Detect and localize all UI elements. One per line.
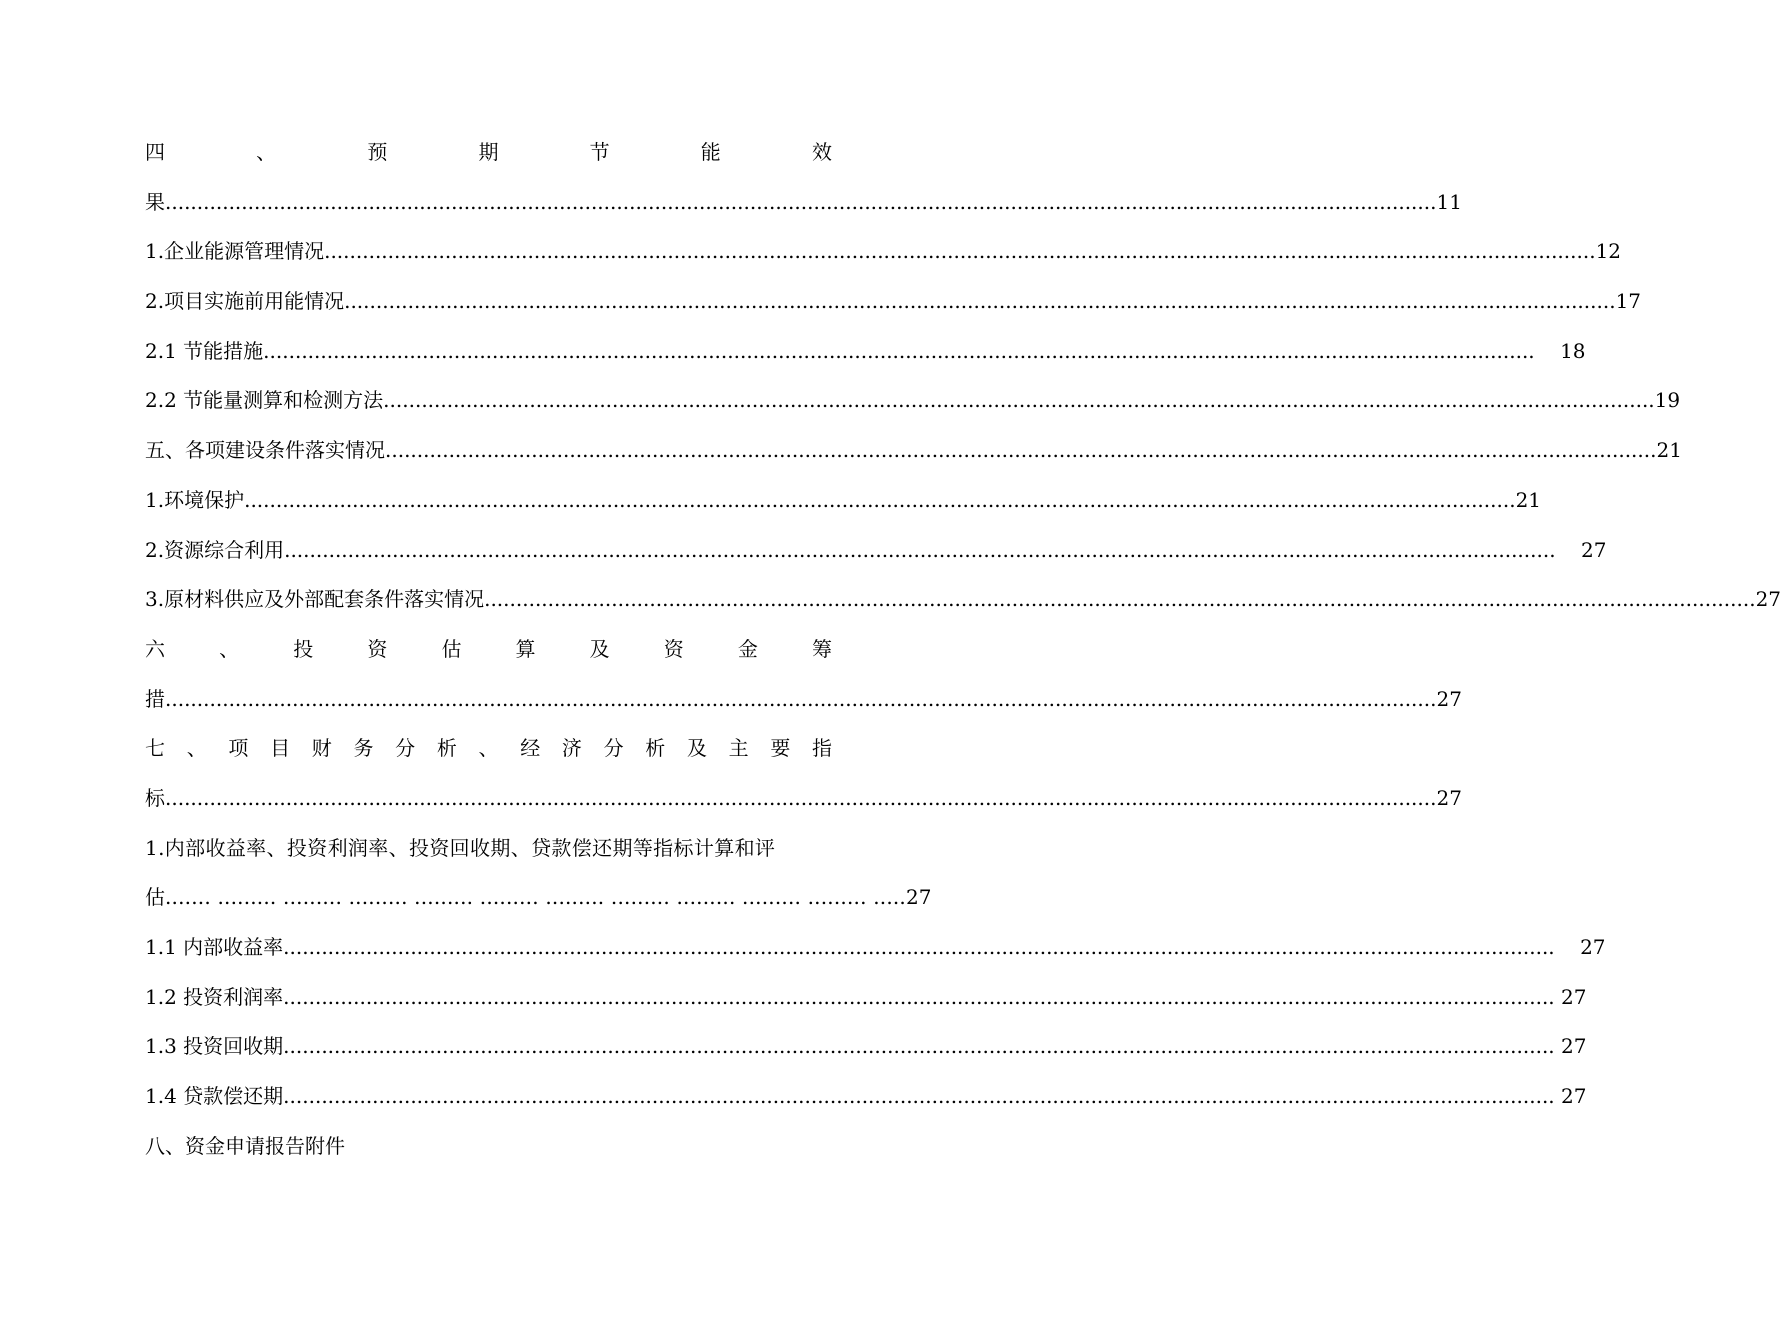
justified-char: 能 [700,140,721,164]
toc-page-number: 27 [1436,686,1462,711]
toc-heading-eight[interactable]: 八、资金申请报告附件 [145,1133,345,1158]
toc-entry-7-1-line2[interactable] [145,873,932,923]
justified-char: 期 [478,140,499,164]
toc-entry-label: 2.资源综合利用 [145,537,285,562]
justified-char: 指 [812,736,832,761]
justified-char: 及 [589,636,610,661]
toc-entry-label: 1.2 投资利润率 [145,984,284,1009]
toc-page-number: 27 [1554,1034,1587,1059]
justified-char: 四 [145,140,165,164]
justified-char: 经 [520,736,541,761]
toc-heading-six-line2[interactable] [145,675,1462,725]
toc-entry-label: 2.项目实施前用能情况 [145,289,345,314]
justified-char: 主 [728,736,749,761]
justified-char: 资 [663,636,684,661]
toc-entry-label: 措 [145,686,165,711]
justified-char: 分 [603,736,624,761]
justified-char: 要 [770,736,791,761]
justified-char: 投 [293,636,314,661]
toc-heading-seven-line2[interactable] [145,774,1462,824]
justified-char: 筹 [811,636,832,661]
toc-entry-label: 3.原材料供应及外部配套条件落实情况 [145,587,485,612]
toc-entry-7-1-line1[interactable]: 1.内部收益率、投资利润率、投资回收期、贷款偿还期等指标计算和评 [145,835,776,860]
toc-entry-5-3[interactable] [145,575,1781,625]
toc-dot-leader: ........................................................................................................................................................................................................ [283,984,1555,1009]
justified-char: 节 [589,140,610,164]
toc-page-number: 11 [1436,189,1462,214]
toc-dot-leader: ........................................................................................................................................................................................................ [165,785,1437,810]
toc-entry-1[interactable] [145,227,1622,277]
justified-char: 析 [436,736,457,761]
toc-page-number: 17 [1615,289,1642,314]
toc-page-number: 27 [1755,587,1781,612]
toc-dot-leader: ........................................................................................................................................................................................................ [165,189,1437,214]
toc-entry-label: 1.企业能源管理情况 [145,239,325,264]
justified-char: 、 [478,736,499,761]
toc-entry-2[interactable] [145,277,1642,327]
justified-char: 济 [561,736,582,761]
justified-char: 分 [395,736,416,761]
table-of-contents [145,128,1781,1171]
toc-entry-7-1-2[interactable] [145,973,1587,1023]
toc-entry-7-1-4[interactable] [145,1072,1587,1122]
toc-dot-leader: ........................................................................................................................................................................................................ [165,686,1437,711]
toc-entry-label: 1.环境保护 [145,487,245,512]
justified-char: 析 [645,736,666,761]
justified-char: 预 [367,140,388,164]
toc-entry-label: 2.1 节能措施 [145,338,264,363]
toc-page-number: 27 [1436,785,1462,810]
toc-dot-leader: ........................................................................................................................................................................................................ [385,438,1657,463]
justified-char: 金 [737,636,758,661]
toc-entry-7-1-3[interactable] [145,1022,1587,1072]
toc-page-number: 18 [1534,338,1586,363]
toc-page-number: 12 [1595,239,1622,264]
toc-entry-label: 估 [145,885,165,910]
justified-char: 、 [219,636,240,661]
justified-char: 资 [367,636,388,661]
justified-char: 估 [441,636,462,661]
toc-entry-label: 1.4 贷款偿还期 [145,1084,284,1109]
toc-dot-leader-spaced: ....... ......... ......... ......... ......... ......... ......... ......... ......... ......... ......... ..... [165,885,906,910]
justified-char: 、 [256,140,277,164]
toc-page-number: 27 [906,885,932,910]
toc-entry-label: 1.1 内部收益率 [145,935,284,959]
toc-page-number: 27 [1554,1084,1587,1109]
toc-entry-2-1[interactable] [145,327,1586,377]
justified-char: 效 [811,140,832,164]
justified-char: 项 [228,736,249,761]
toc-entry-5-2[interactable] [145,526,1607,576]
justified-char: 目 [270,736,291,761]
toc-dot-leader: ........................................................................................................................................................................................................ [283,1084,1555,1109]
toc-entry-label: 标 [145,785,165,810]
justified-char: 、 [186,736,207,761]
toc-page-number: 27 [1554,935,1606,959]
toc-dot-leader: ........................................................................................................................................................................................................ [283,1034,1555,1059]
justified-char: 务 [353,736,374,761]
toc-page-number: 21 [1656,438,1682,463]
justified-char: 六 [145,636,165,661]
toc-heading-five[interactable] [145,426,1682,476]
toc-entry-label: 果 [145,189,165,214]
toc-page-number: 19 [1654,388,1681,413]
toc-dot-leader: ........................................................................................................................................................................................................ [324,239,1596,264]
toc-entry-label: 1.3 投资回收期 [145,1034,284,1059]
toc-dot-leader: ........................................................................................................................................................................................................ [383,388,1655,413]
toc-page-number: 27 [1554,984,1587,1009]
justified-char: 及 [686,736,707,761]
toc-page-number: 27 [1555,537,1607,562]
toc-page-number: 21 [1515,487,1542,512]
toc-heading-seven-line1 [145,724,832,774]
toc-dot-leader: ........................................................................................................................................................................................................ [284,537,1556,562]
justified-char: 算 [515,636,536,661]
toc-entry-5-1[interactable] [145,476,1542,526]
toc-heading-six-line1 [145,625,832,675]
toc-entry-7-1-1[interactable] [145,923,1606,973]
toc-dot-leader: ........................................................................................................................................................................................................ [263,338,1535,363]
toc-entry-label: 2.2 节能量测算和检测方法 [145,388,384,413]
justified-char: 七 [145,736,165,761]
toc-dot-leader: ........................................................................................................................................................................................................ [244,487,1516,512]
toc-dot-leader: ........................................................................................................................................................................................................ [484,587,1756,612]
toc-dot-leader: ........................................................................................................................................................................................................ [283,935,1555,959]
justified-char: 财 [311,736,332,761]
toc-entry-label: 五、各项建设条件落实情况 [145,438,385,463]
toc-dot-leader: ........................................................................................................................................................................................................ [344,289,1616,314]
toc-entry-2-2[interactable] [145,376,1681,426]
toc-heading-four-line1 [145,128,832,178]
toc-heading-four-line2[interactable] [145,178,1462,228]
